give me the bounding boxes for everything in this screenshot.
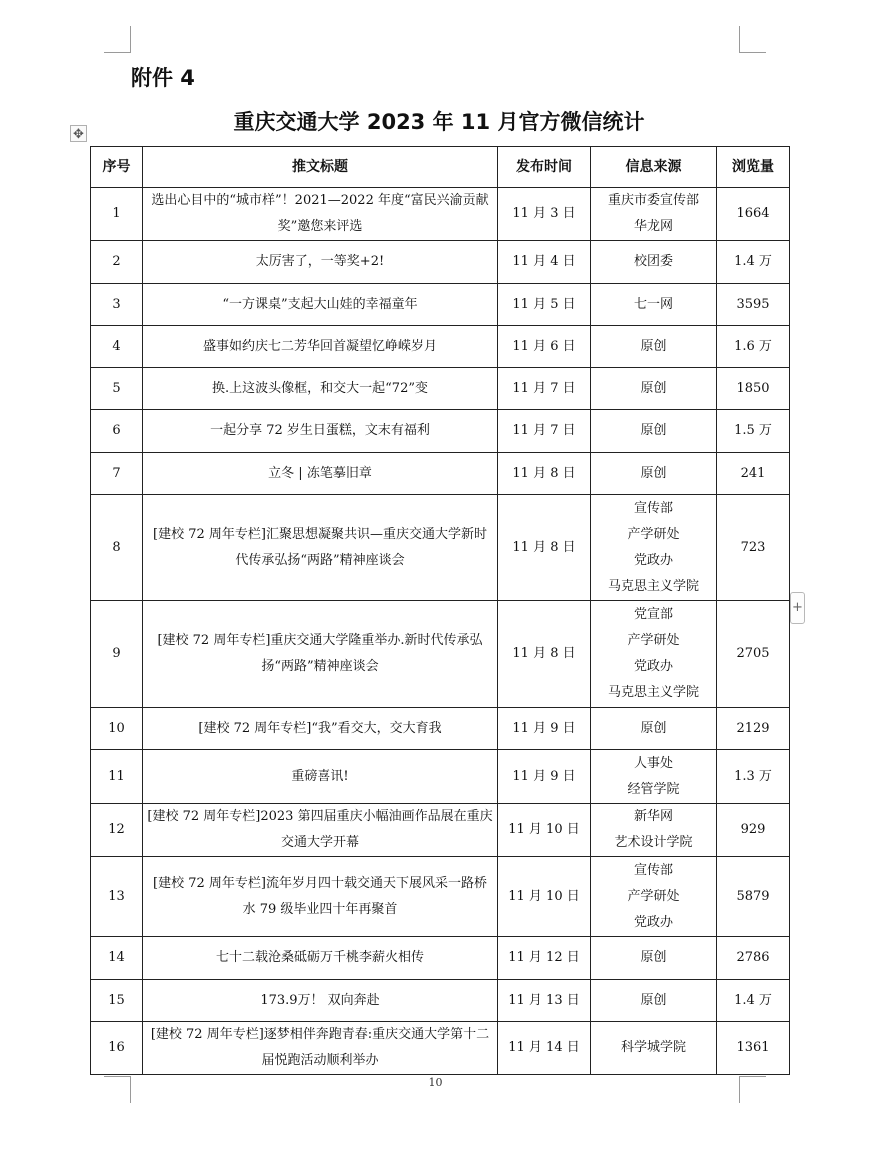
source-line: 原创 [640,720,667,736]
cell-views: 1850 [717,368,790,410]
header-date: 发布时间 [498,147,591,188]
cell-title: [建校 72 周年专栏]汇聚思想凝聚共识—重庆交通大学新时代传承弘扬“两路”精神座谈会 [143,495,498,601]
cell-date: 11 月 3 日 [498,188,591,241]
cell-views: 2129 [717,708,790,750]
source-line: 产学研处 [627,888,680,904]
cell-title: 七十二载沧桑砥砺万千桃李薪火相传 [143,937,498,980]
cell-source [591,410,717,453]
cell-views: 3595 [717,284,790,326]
table-row [91,1022,790,1075]
source-line: 党政办 [633,659,673,674]
cell-title: [建校 72 周年专栏]流年岁月四十载交通天下展风采一路桥水 79 级毕业四十年再聚首 [143,857,498,937]
table-row [91,804,790,857]
source-line: 马克思主义学院 [607,685,699,700]
cell-title: 173.9万！ 双向奔赴 [143,980,498,1022]
cell-source [591,188,717,241]
cell-date: 11 月 7 日 [498,410,591,453]
cell-title: “一方课桌”支起大山娃的幸福童年 [143,284,498,326]
cell-source [591,857,717,937]
add-row-handle[interactable] [790,592,805,624]
cell-date: 11 月 7 日 [498,368,591,410]
source-line: 重庆市委宣传部 [607,193,699,208]
table-move-handle[interactable] [70,125,87,142]
cell-views: 2786 [717,937,790,980]
cell-source [591,601,717,708]
page-number: 10 [428,1076,443,1089]
attachment-label: 附件 4 [131,66,195,90]
move-icon: ✥ [73,127,84,142]
cell-title: 太厉害了，一等奖+2! [143,241,498,284]
cell-number: 10 [91,708,143,750]
cell-source [591,750,717,804]
source-line: 党宣部 [633,607,673,622]
cell-views: 2705 [717,601,790,708]
source-line: 原创 [640,338,667,354]
cell-number: 1 [91,188,143,241]
source-line: 原创 [640,380,667,396]
source-line: 七一网 [633,296,673,312]
cell-number: 5 [91,368,143,410]
cell-source [591,937,717,980]
document-title: 重庆交通大学 2023 年 11 月官方微信统计 [233,110,645,134]
cell-title: [建校 72 周年专栏]2023 第四届重庆小幅油画作品展在重庆交通大学开幕 [143,804,498,857]
cell-source [591,453,717,495]
cell-source [591,980,717,1022]
cell-views: 723 [717,495,790,601]
source-line: 党政办 [633,914,673,930]
cell-number: 2 [91,241,143,284]
header-title: 推文标题 [143,147,498,188]
cell-date: 11 月 12 日 [498,937,591,980]
cell-source [591,495,717,601]
source-line: 人事处 [633,755,673,771]
table-row [91,284,790,326]
wechat-stats-table [90,146,790,1075]
cell-title: [建校 72 周年专栏]“我”看交大，交大育我 [143,708,498,750]
source-line: 产学研处 [627,526,680,542]
source-line: 产学研处 [627,633,680,648]
cell-date: 11 月 6 日 [498,326,591,368]
source-line: 党政办 [633,552,673,568]
cell-source [591,708,717,750]
table-row [91,453,790,495]
table-row [91,326,790,368]
cell-views: 1.4 万 [717,241,790,284]
source-line: 经管学院 [627,781,680,797]
cell-number: 15 [91,980,143,1022]
cell-date: 11 月 10 日 [498,804,591,857]
table-row [91,410,790,453]
cell-views: 241 [717,453,790,495]
table-row [91,601,790,708]
header-source: 信息来源 [591,147,717,188]
source-line: 马克思主义学院 [607,578,699,594]
cell-views: 929 [717,804,790,857]
header-views: 浏览量 [717,147,790,188]
table-row [91,241,790,284]
table-row [91,750,790,804]
cell-date: 11 月 14 日 [498,1022,591,1075]
source-line: 华龙网 [633,219,673,234]
cell-views: 1.5 万 [717,410,790,453]
table-row [91,857,790,937]
cell-views: 1.4 万 [717,980,790,1022]
source-line: 原创 [640,423,667,438]
cell-source [591,804,717,857]
header-number: 序号 [91,147,143,188]
cell-number: 7 [91,453,143,495]
table-row [91,708,790,750]
source-line: 宣传部 [633,862,673,878]
cell-number: 16 [91,1022,143,1075]
cell-date: 11 月 13 日 [498,980,591,1022]
cell-date: 11 月 10 日 [498,857,591,937]
table-header-row [91,147,790,188]
source-line: 原创 [640,465,667,481]
cell-date: 11 月 8 日 [498,453,591,495]
cell-title: 立冬 | 冻笔摹旧章 [143,453,498,495]
cell-title: 一起分享 72 岁生日蛋糕，文末有福利 [143,410,498,453]
source-line: 新华网 [633,809,673,824]
cell-title: 选出心目中的“城市样”！2021—2022 年度“富民兴渝贡献奖”邀您来评选 [143,188,498,241]
source-line: 宣传部 [633,500,673,516]
cell-date: 11 月 9 日 [498,750,591,804]
cell-views: 5879 [717,857,790,937]
crop-mark-top-right [739,26,766,53]
table-row [91,495,790,601]
cell-date: 11 月 5 日 [498,284,591,326]
cell-views: 1664 [717,188,790,241]
crop-mark-top-left [104,26,131,53]
cell-number: 6 [91,410,143,453]
plus-icon: + [792,600,803,615]
cell-source [591,326,717,368]
source-line: 原创 [640,992,667,1008]
table-row [91,368,790,410]
source-line: 艺术设计学院 [614,835,693,850]
cell-date: 11 月 8 日 [498,601,591,708]
source-line: 校团委 [633,254,673,269]
cell-title: [建校 72 周年专栏]逐梦相伴奔跑青春:重庆交通大学第十二届悦跑活动顺利举办 [143,1022,498,1075]
cell-number: 8 [91,495,143,601]
table-row [91,937,790,980]
cell-views: 1361 [717,1022,790,1075]
cell-title: 重磅喜讯! [143,750,498,804]
cell-title: 换.上这波头像框，和交大一起“72”变 [143,368,498,410]
source-line: 科学城学院 [620,1040,686,1055]
cell-source [591,284,717,326]
cell-number: 14 [91,937,143,980]
cell-date: 11 月 8 日 [498,495,591,601]
cell-number: 3 [91,284,143,326]
cell-views: 1.3 万 [717,750,790,804]
cell-number: 4 [91,326,143,368]
cell-number: 11 [91,750,143,804]
source-line: 原创 [640,950,667,965]
cell-number: 9 [91,601,143,708]
cell-date: 11 月 9 日 [498,708,591,750]
cell-number: 13 [91,857,143,937]
cell-title: [建校 72 周年专栏]重庆交通大学隆重举办.新时代传承弘扬“两路”精神座谈会 [143,601,498,708]
table-row [91,980,790,1022]
cell-source [591,368,717,410]
cell-date: 11 月 4 日 [498,241,591,284]
cell-source [591,1022,717,1075]
cell-title: 盛事如约庆七二芳华回首凝望忆峥嵘岁月 [143,326,498,368]
cell-views: 1.6 万 [717,326,790,368]
cell-source [591,241,717,284]
cell-number: 12 [91,804,143,857]
table-row [91,188,790,241]
